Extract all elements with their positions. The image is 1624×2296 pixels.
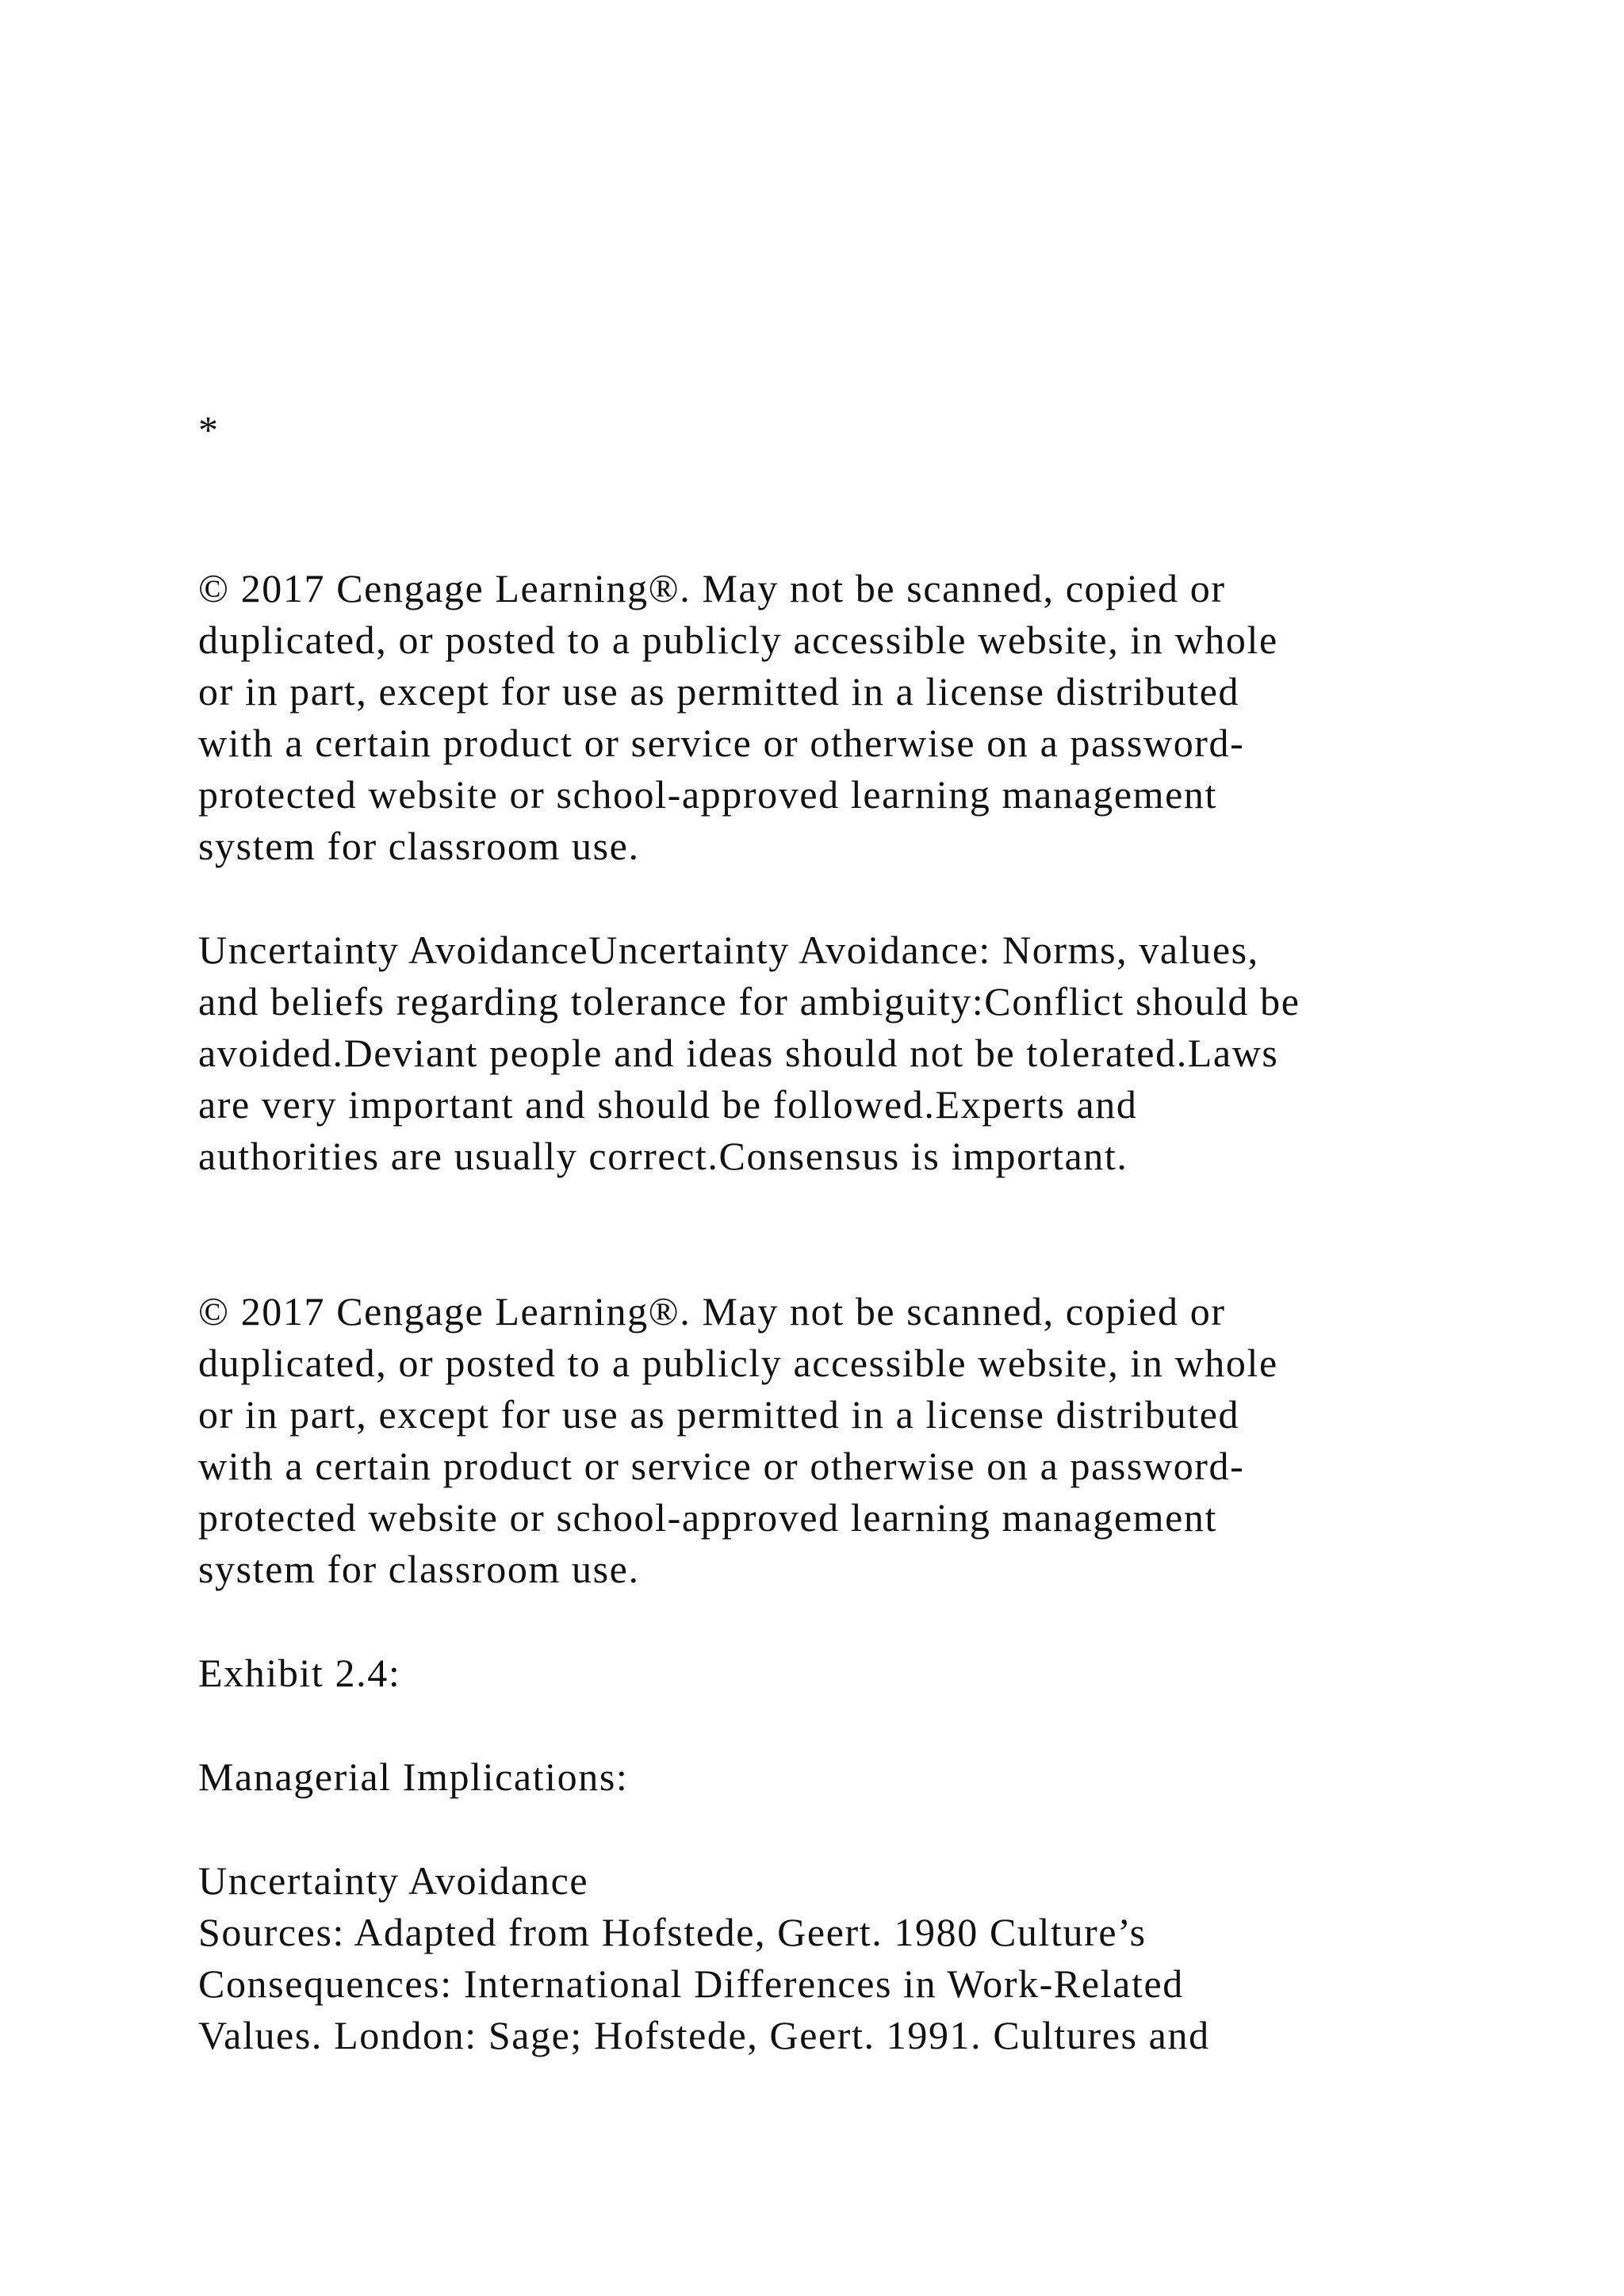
text-line: and beliefs regarding tolerance for ambiguity:Conflict should be xyxy=(198,979,1300,1024)
text-line: Uncertainty Avoidance xyxy=(198,1858,589,1903)
text-line: system for classroom use. xyxy=(198,1547,640,1591)
text-line: system for classroom use. xyxy=(198,824,640,868)
text-line: © 2017 Cengage Learning®. May not be scanned, copied or xyxy=(198,566,1226,610)
asterisk-marker: * xyxy=(198,408,220,452)
text-line: protected website or school-approved learning management xyxy=(198,1495,1217,1540)
text-line: authorities are usually correct.Consensus is important. xyxy=(198,1134,1128,1178)
text-line: duplicated, or posted to a publicly accessible website, in whole xyxy=(198,1341,1278,1385)
exhibit-label: Exhibit 2.4: xyxy=(198,1651,401,1695)
text-line: avoided.Deviant people and ideas should not be tolerated.Laws xyxy=(198,1031,1279,1075)
text-line: Uncertainty AvoidanceUncertainty Avoidance: Norms, values, xyxy=(198,928,1259,972)
text-line: or in part, except for use as permitted in a license distributed xyxy=(198,669,1240,714)
text-line: are very important and should be followed.Experts and xyxy=(198,1082,1138,1127)
text-line: Values. London: Sage; Hofstede, Geert. 1991. Cultures and xyxy=(198,2013,1210,2057)
text-line: with a certain product or service or otherwise on a password- xyxy=(198,1444,1245,1488)
text-line: Consequences: International Differences in Work-Related xyxy=(198,1961,1184,2006)
text-line: duplicated, or posted to a publicly accessible website, in whole xyxy=(198,618,1278,662)
managerial-implications-label: Managerial Implications: xyxy=(198,1755,629,1799)
text-line: © 2017 Cengage Learning®. May not be scanned, copied or xyxy=(198,1289,1226,1334)
text-line: Sources: Adapted from Hofstede, Geert. 1980 Culture’s xyxy=(198,1910,1147,1954)
text-line: protected website or school-approved learning management xyxy=(198,772,1217,817)
text-line: or in part, except for use as permitted in a license distributed xyxy=(198,1392,1240,1437)
text-line: with a certain product or service or otherwise on a password- xyxy=(198,721,1245,765)
